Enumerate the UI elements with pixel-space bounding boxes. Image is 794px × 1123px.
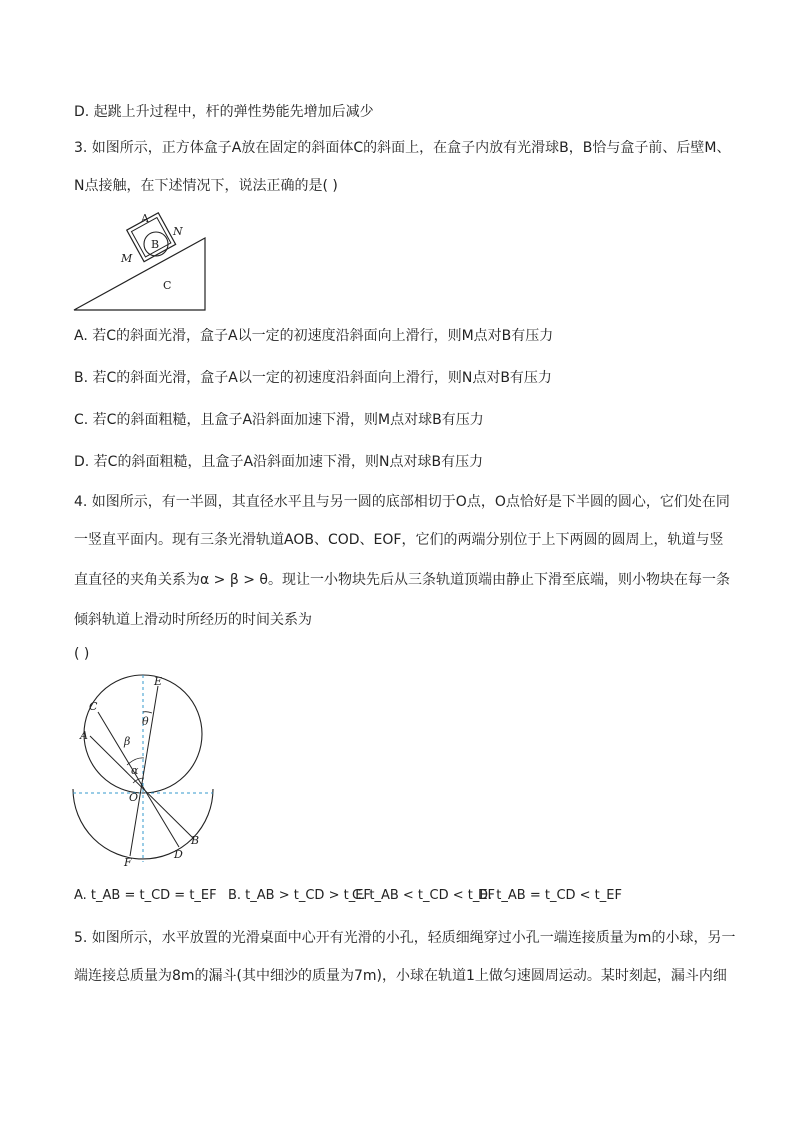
q3-option-b: B. 若C的斜面光滑，盒子A以一定的初速度沿斜面向上滑行，则N点对B有压力 (74, 370, 552, 386)
label-o: O (129, 791, 139, 804)
label-alpha: α (131, 764, 139, 777)
q4-stem-line4: 倾斜轨道上滑动时所经历的时间关系为 (74, 612, 312, 628)
label-a: A (80, 729, 88, 742)
q4-option-a: A. t_AB = t_CD = t_EF (74, 888, 217, 903)
label-d: D (174, 848, 183, 861)
label-f: F (124, 856, 132, 869)
label-m: M (121, 252, 133, 265)
label-beta: β (124, 735, 131, 748)
label-b: B (151, 238, 160, 251)
q3-stem-line1: 3. 如图所示，正方体盒子A放在固定的斜面体C的斜面上，在盒子内放有光滑球B，B恰与盒子前、后壁M、 (74, 140, 731, 156)
label-theta: θ (142, 715, 149, 728)
q4-figure-circles (66, 672, 218, 872)
label-a: A (141, 212, 149, 225)
q5-stem-line1: 5. 如图所示，水平放置的光滑桌面中心开有光滑的小孔，轻质细绳穿过小孔一端连接质量为m的小球，另一 (74, 930, 736, 946)
q3-option-d: D. 若C的斜面粗糙，且盒子A沿斜面加速下滑，则N点对球B有压力 (74, 454, 484, 470)
label-c: C (89, 700, 98, 713)
label-e: E (154, 675, 163, 688)
arc-theta (143, 712, 152, 713)
q3-stem-line2: N点接触，在下述情况下，说法正确的是( ) (74, 178, 338, 194)
q4-stem-line3: 直直径的夹角关系为α > β > θ。现让一小物块先后从三条轨道顶端由静止下滑至底端，则小物块在每一条 (74, 572, 730, 588)
label-b: B (191, 834, 200, 847)
lower-semicircle (73, 789, 213, 859)
q4-stem-line2: 一竖直平面内。现有三条光滑轨道AOB、COD、EOF，它们的两端分别位于上下两圆的圆周上，轨道与竖 (74, 532, 724, 548)
q4-blank: ( ) (74, 646, 90, 662)
incline-triangle (74, 238, 205, 310)
q3-option-a: A. 若C的斜面光滑，盒子A以一定的初速度沿斜面向上滑行，则M点对B有压力 (74, 328, 554, 344)
label-c: C (163, 279, 172, 292)
q4-option-c: C. t_AB < t_CD < t_EF (352, 888, 496, 903)
q3-figure-incline (70, 208, 215, 314)
q3-option-c: C. 若C的斜面粗糙，且盒子A沿斜面加速下滑，则M点对球B有压力 (74, 412, 484, 428)
q4-option-b: B. t_AB > t_CD > t_EF (228, 888, 371, 903)
q5-stem-line2: 端连接总质量为8m的漏斗(其中细沙的质量为7m)，小球在轨道1上做匀速圆周运动。某时刻起，漏斗内细 (74, 968, 727, 984)
q4-stem-line1: 4. 如图所示，有一半圆，其直径水平且与另一圆的底部相切于O点，O点恰好是下半圆的圆心，它们处在同 (74, 494, 730, 510)
prev-option-d: D. 起跳上升过程中，杆的弹性势能先增加后减少 (74, 104, 374, 120)
label-n: N (173, 225, 183, 238)
track-aob (90, 736, 194, 839)
q4-option-d: D. t_AB = t_CD < t_EF (478, 888, 622, 903)
